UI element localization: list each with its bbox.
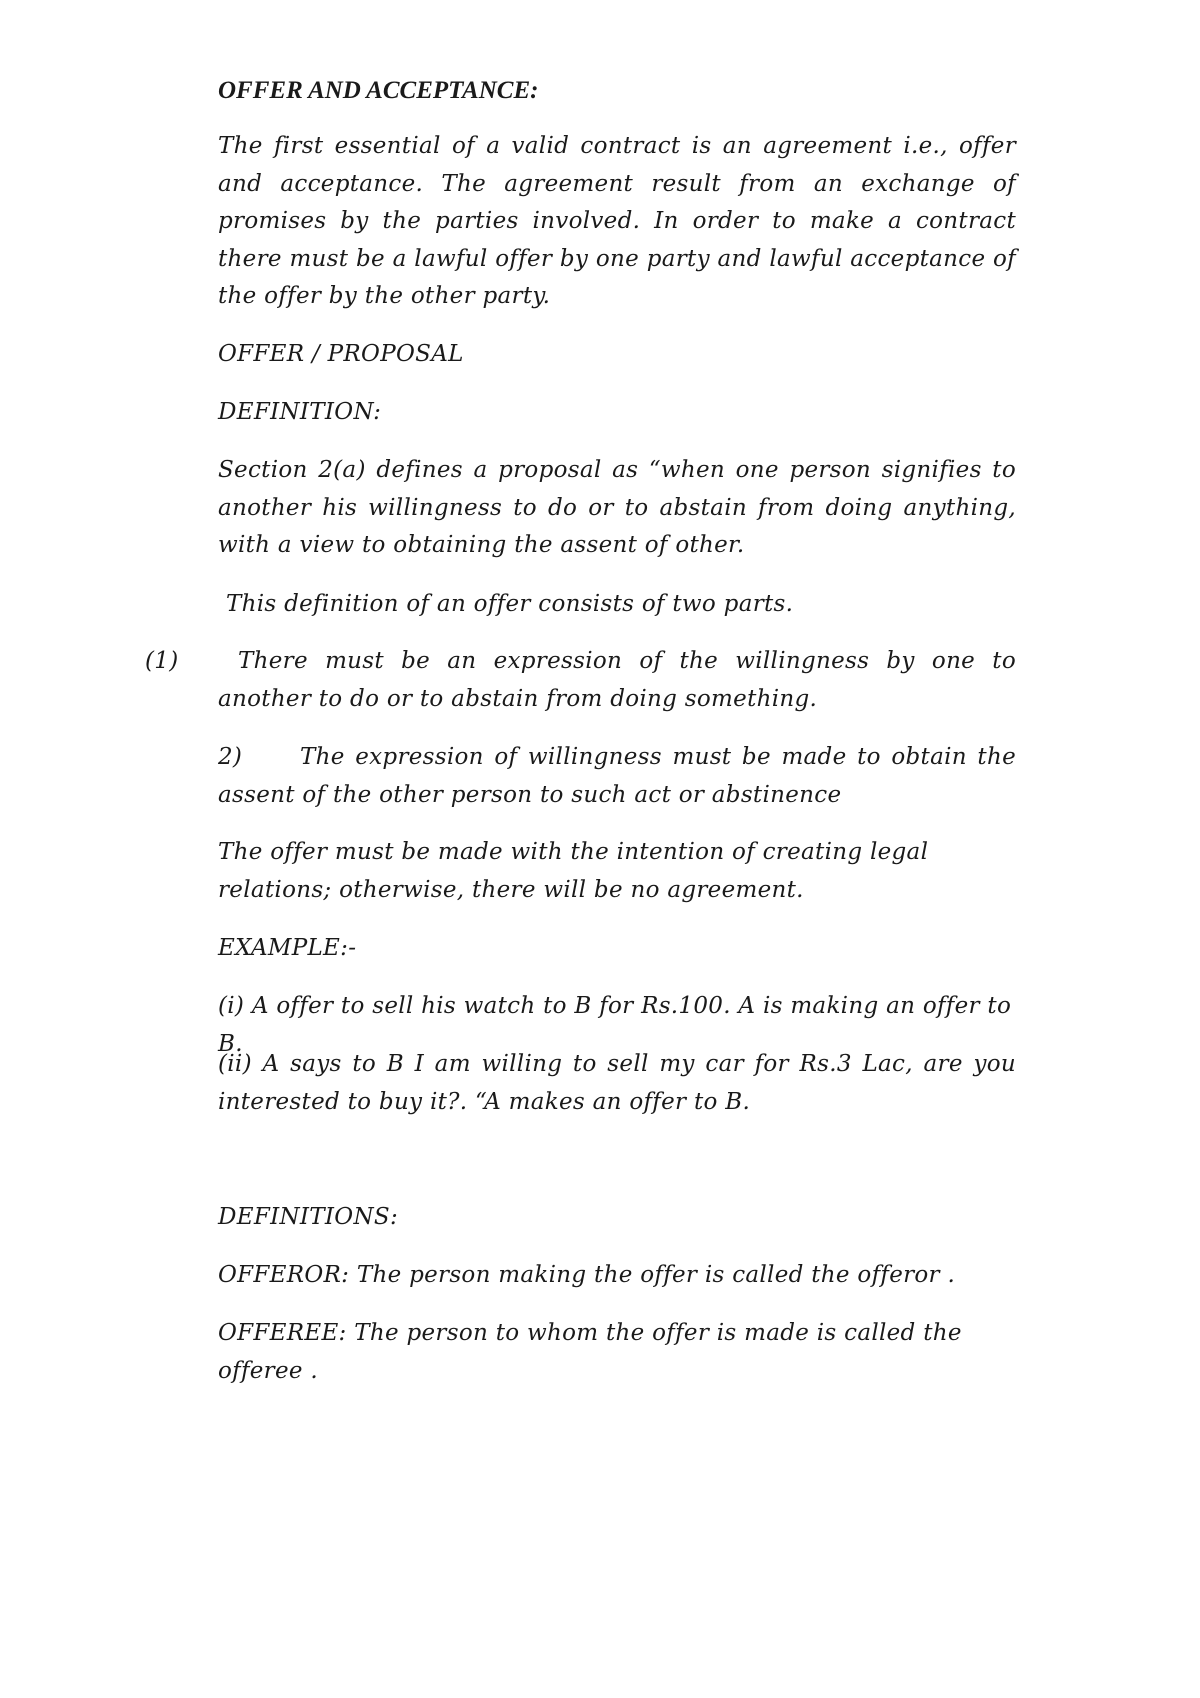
offeror-definition: OFFEROR: The person making the offer is called the offeror .: [218, 1262, 956, 1288]
part-2: [218, 739, 1016, 814]
intention-paragraph: The offer must be made with the intention of creating legal relations; otherwise, there will be no agreement.: [218, 839, 929, 903]
part-2-text: The expression of willingness must be made to obtain the assent of the other person to such act or abstinence: [218, 744, 1016, 808]
parts-intro: This definition of an offer consists of two parts.: [226, 591, 794, 617]
intro-paragraph: The first essential of a valid contract is an agreement i.e., offer and acceptance. The agreement result from an exchange of promises by the parties involved. In order to make a contract there must be a lawful offer by one party and lawful acceptance of the offer by the other party.: [218, 133, 1016, 309]
page-title: OFFER AND ACCEPTANCE:: [218, 77, 539, 104]
part-1-number: (1): [145, 648, 179, 674]
offeree-definition: OFFEREE: The person to whom the offer is made is called the offeree .: [218, 1320, 962, 1384]
example-heading: EXAMPLE:-: [218, 935, 357, 961]
example-2: (ii) A says to B I am willing to sell my car for Rs.3 Lac, are you interested to buy it?. “A makes an offer to B.: [218, 1051, 1016, 1115]
offer-proposal-heading: OFFER / PROPOSAL: [218, 341, 464, 367]
definitions-heading: DEFINITIONS:: [218, 1204, 398, 1230]
part-1-text: There must be an expression of the willingness by one to another to do or to abstain from doing something.: [218, 648, 1016, 712]
example-1: (i) A offer to sell his watch to B for Rs.100. A is making an offer to B.: [218, 993, 1012, 1057]
definition-heading: DEFINITION:: [218, 399, 382, 425]
definition-paragraph: Section 2(a) defines a proposal as “when one person signifies to another his willingness to do or to abstain from doing anything, with a view to obtaining the assent of other.: [218, 457, 1016, 558]
part-2-number: 2): [218, 744, 243, 770]
